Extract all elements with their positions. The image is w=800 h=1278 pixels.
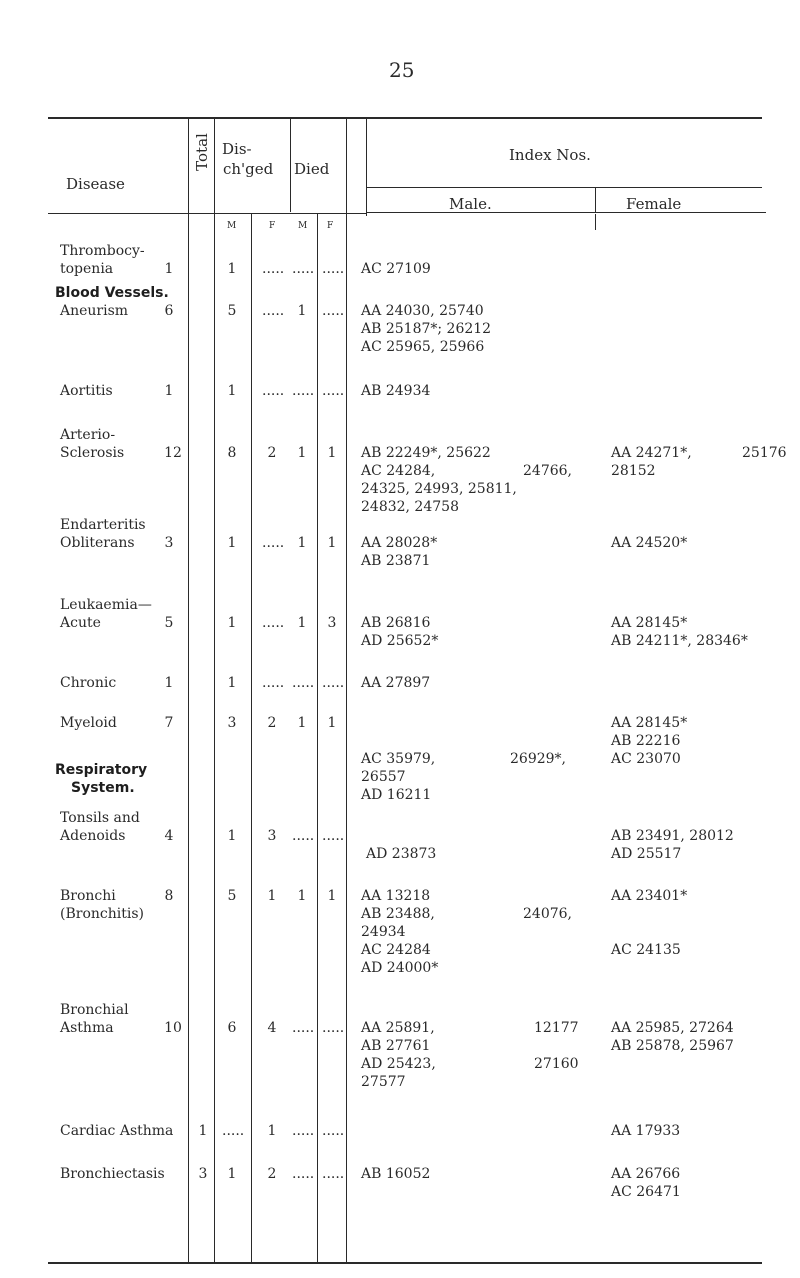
died-male: 1	[297, 888, 307, 904]
died-female: .....	[322, 1166, 345, 1182]
male-index: AD 25423,	[361, 1056, 436, 1072]
total-count: 8	[164, 888, 174, 904]
male-index: AC 24284,	[361, 463, 436, 479]
died-female: .....	[322, 1020, 345, 1036]
col-rule-female	[595, 188, 596, 212]
header-rule-left	[48, 213, 366, 214]
female-index: AC 23070	[611, 751, 681, 767]
died-female: .....	[322, 1123, 345, 1139]
female-index: AB 22216	[611, 733, 681, 749]
died-male: .....	[292, 383, 315, 399]
male-index: AD 23873	[366, 846, 437, 862]
total-count: 12	[164, 445, 182, 461]
discharged-female: 1	[267, 1123, 277, 1139]
died-male: 1	[297, 615, 307, 631]
discharged-male: 5	[227, 303, 237, 319]
female-index: AD 25517	[611, 846, 682, 862]
disease-name: Thrombocy-	[60, 243, 145, 259]
header-discharged-1: Dis-	[222, 140, 252, 158]
female-index: AA 23401*	[611, 888, 688, 904]
male-index: 26929*,	[510, 751, 566, 767]
female-index: AA 28145*	[611, 615, 688, 631]
disease-name: Adenoids	[60, 828, 126, 844]
section-heading-respiratory: Respiratory	[55, 762, 148, 778]
male-index: AC 24284	[361, 942, 431, 958]
died-female: .....	[322, 303, 345, 319]
total-count: 1	[164, 261, 174, 277]
discharged-male: 1	[227, 383, 237, 399]
header-total: Total	[193, 133, 211, 171]
died-female: .....	[322, 383, 345, 399]
female-index: AA 25985, 27264	[611, 1020, 734, 1036]
male-index: AB 26816	[361, 615, 431, 631]
header-discharged-2: ch'ged	[223, 160, 274, 178]
col-rule-discharged	[214, 118, 215, 1262]
col-rule-died	[290, 118, 291, 212]
male-index: 27160	[534, 1056, 579, 1072]
disease-name: Bronchiectasis	[60, 1166, 165, 1182]
disease-name: Tonsils and	[60, 810, 140, 826]
female-index: AB 24211*, 28346*	[611, 633, 748, 649]
died-male: .....	[292, 1166, 315, 1182]
disease-name: (Bronchitis)	[60, 906, 144, 922]
discharged-male: 1	[227, 615, 237, 631]
died-male: .....	[292, 1020, 315, 1036]
male-index: 24766,	[523, 463, 572, 479]
died-female: 1	[327, 888, 337, 904]
discharged-male: .....	[222, 1123, 245, 1139]
header-male: Male.	[449, 195, 492, 213]
died-male: 1	[297, 715, 307, 731]
male-index: 27577	[361, 1074, 406, 1090]
discharged-male: 1	[227, 828, 237, 844]
male-index: AB 23871	[361, 553, 431, 569]
died-female: .....	[322, 675, 345, 691]
discharged-male: 1	[227, 535, 237, 551]
male-index: AD 16211	[361, 787, 432, 803]
male-index: AA 28028*	[361, 535, 438, 551]
died-male: .....	[292, 261, 315, 277]
total-count: 10	[164, 1020, 182, 1036]
total-count: 1	[198, 1123, 208, 1139]
died-female: 1	[327, 715, 337, 731]
male-index: 24832, 24758	[361, 499, 459, 515]
discharged-male: 3	[227, 715, 237, 731]
discharged-male: 1	[227, 261, 237, 277]
male-index: 12177	[534, 1020, 579, 1036]
disease-name: topenia	[60, 261, 114, 277]
discharged-female: 3	[267, 828, 277, 844]
disease-name: Leukaemia—	[60, 597, 152, 613]
died-female: .....	[322, 261, 345, 277]
disease-name: Sclerosis	[60, 445, 125, 461]
male-index: AB 24934	[361, 383, 431, 399]
total-count: 4	[164, 828, 174, 844]
died-male: .....	[292, 828, 315, 844]
discharged-female: 4	[267, 1020, 277, 1036]
col-rule-bracket	[346, 214, 347, 240]
male-index: 26557	[361, 769, 406, 785]
total-count: 1	[164, 675, 174, 691]
died-female: 3	[327, 615, 337, 631]
total-count: 3	[164, 535, 174, 551]
disease-name: Obliterans	[60, 535, 135, 551]
page-number: 25	[389, 58, 415, 82]
discharged-female: .....	[262, 261, 285, 277]
header-female: Female	[626, 195, 682, 213]
col-rule-index	[346, 118, 347, 1262]
died-female: 1	[327, 445, 337, 461]
male-index: AC 27109	[361, 261, 431, 277]
header-index-nos: Index Nos.	[509, 146, 591, 164]
male-index: AB 23488,	[361, 906, 435, 922]
subheader-died-f: F	[327, 221, 334, 231]
total-count: 7	[164, 715, 174, 731]
male-index: AC 25965, 25966	[361, 339, 485, 355]
col-rule-total	[188, 118, 189, 1262]
died-male: .....	[292, 1123, 315, 1139]
section-heading-respiratory-2: System.	[71, 780, 135, 796]
male-index: AB 22249*, 25622	[361, 445, 491, 461]
subheader-dis-f: F	[269, 221, 276, 231]
discharged-female: .....	[262, 675, 285, 691]
female-index: AC 24135	[611, 942, 681, 958]
col-rule-index-2	[366, 118, 367, 216]
female-index: AC 26471	[611, 1184, 681, 1200]
female-index: AA 26766	[611, 1166, 681, 1182]
female-index: AB 25878, 25967	[611, 1038, 734, 1054]
male-index: AA 25891,	[361, 1020, 435, 1036]
header-disease: Disease	[66, 175, 125, 193]
col-rule-dis-mf	[251, 214, 252, 1262]
discharged-female: .....	[262, 615, 285, 631]
female-index: AA 24271*,	[611, 445, 692, 461]
discharged-female: 1	[267, 888, 277, 904]
discharged-male: 1	[227, 675, 237, 691]
disease-name: Cardiac Asthma	[60, 1123, 174, 1139]
died-male: .....	[292, 675, 315, 691]
male-index: 24934	[361, 924, 406, 940]
female-index: AA 24520*	[611, 535, 688, 551]
section-heading-blood-vessels: Blood Vessels.	[55, 285, 169, 301]
index-sub-rule	[366, 187, 762, 188]
total-count: 3	[198, 1166, 208, 1182]
discharged-female: 2	[267, 445, 277, 461]
disease-name: Asthma	[60, 1020, 114, 1036]
disease-name: Aneurism	[60, 303, 129, 319]
table-top-rule	[48, 117, 762, 119]
total-count: 5	[164, 615, 174, 631]
disease-name: Bronchial	[60, 1002, 129, 1018]
discharged-female: 2	[267, 1166, 277, 1182]
male-index: AD 24000*	[361, 960, 439, 976]
header-died: Died	[294, 160, 330, 178]
discharged-female: 2	[267, 715, 277, 731]
disease-name: Acute	[60, 615, 101, 631]
disease-name: Aortitis	[60, 383, 113, 399]
discharged-male: 6	[227, 1020, 237, 1036]
died-female: 1	[327, 535, 337, 551]
discharged-male: 1	[227, 1166, 237, 1182]
male-index: AB 25187*; 26212	[361, 321, 492, 337]
col-rule-female-tick	[595, 214, 596, 230]
discharged-male: 8	[227, 445, 237, 461]
male-index: AD 25652*	[361, 633, 439, 649]
female-index: AA 17933	[611, 1123, 681, 1139]
disease-name: Bronchi	[60, 888, 116, 904]
disease-name: Endarteritis	[60, 517, 146, 533]
male-index: 24076,	[523, 906, 572, 922]
disease-name: Myeloid	[60, 715, 117, 731]
discharged-male: 5	[227, 888, 237, 904]
discharged-female: .....	[262, 535, 285, 551]
total-count: 1	[164, 383, 174, 399]
died-male: 1	[297, 445, 307, 461]
male-index: AB 16052	[361, 1166, 431, 1182]
male-index: 24325, 24993, 25811,	[361, 481, 517, 497]
female-index: 28152	[611, 463, 656, 479]
died-male: 1	[297, 303, 307, 319]
discharged-female: .....	[262, 383, 285, 399]
male-index: AA 27897	[361, 675, 431, 691]
male-index: AA 13218	[361, 888, 431, 904]
header-rule-right	[366, 212, 766, 213]
disease-name: Chronic	[60, 675, 117, 691]
male-index: AC 35979,	[361, 751, 436, 767]
female-index: AA 28145*	[611, 715, 688, 731]
male-index: AB 27761	[361, 1038, 431, 1054]
died-female: .....	[322, 828, 345, 844]
female-index: AB 23491, 28012	[611, 828, 734, 844]
disease-name: Arterio-	[60, 427, 116, 443]
col-rule-died-mf	[317, 214, 318, 1262]
male-index: AA 24030, 25740	[361, 303, 484, 319]
subheader-died-m: M	[298, 221, 308, 231]
table-bottom-rule	[48, 1262, 762, 1264]
subheader-dis-m: M	[227, 221, 237, 231]
female-index: 25176	[742, 445, 787, 461]
total-count: 6	[164, 303, 174, 319]
died-male: 1	[297, 535, 307, 551]
discharged-female: .....	[262, 303, 285, 319]
